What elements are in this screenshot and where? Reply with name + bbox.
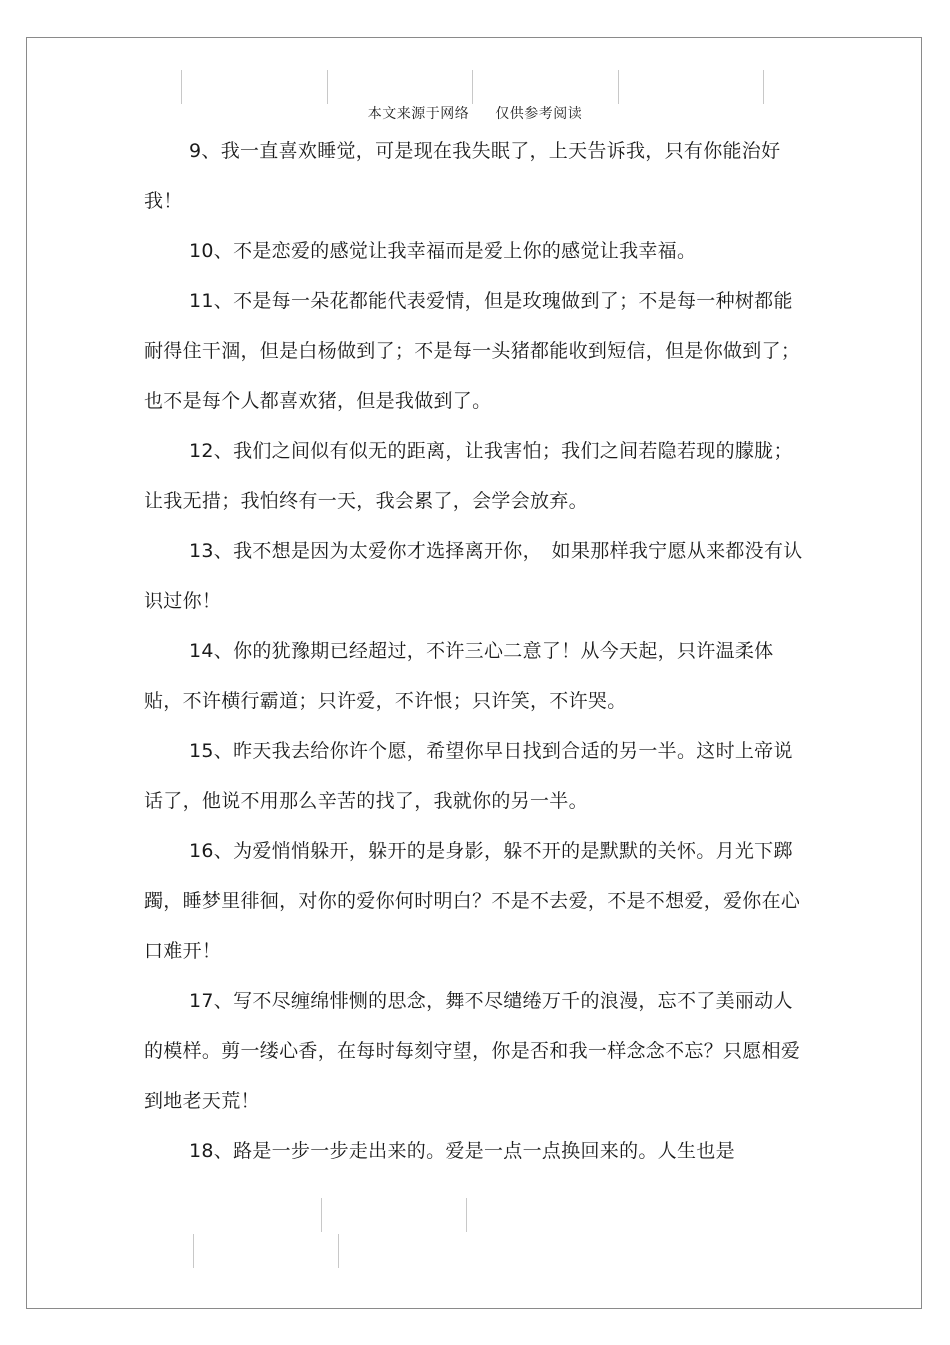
bottom-tick: [193, 1234, 194, 1268]
bottom-tick: [321, 1198, 322, 1232]
page-header: [0, 104, 950, 124]
header-note: 仅供参考阅读: [495, 106, 583, 122]
paragraph: 15、昨天我去给你许个愿，希望你早日找到合适的另一半。这时上帝说话了，他说不用那么辛苦的找了，我就你的另一半。: [144, 740, 793, 812]
paragraph: 9、我一直喜欢睡觉，可是现在我失眠了，上天告诉我，只有你能治好我！: [144, 140, 781, 212]
top-tick: [472, 70, 473, 104]
paragraph: 17、写不尽缠绵悱恻的思念，舞不尽缱绻万千的浪漫，忘不了美丽动人的模样。剪一缕心香，在每时每刻守望，你是否和我一样念念不忘？只愿相爱到地老天荒！: [144, 990, 801, 1112]
paragraph: 10、不是恋爱的感觉让我幸福而是爱上你的感觉让我幸福。: [189, 240, 697, 262]
paragraph: 13、我不想是因为太爱你才选择离开你， 如果那样我宁愿从来都没有认识过你！: [144, 540, 803, 612]
paragraph: 12、我们之间似有似无的距离，让我害怕；我们之间若隐若现的朦胧；让我无措；我怕终有一天，我会累了，会学会放弃。: [144, 440, 793, 512]
top-tick: [763, 70, 764, 104]
top-tick: [618, 70, 619, 104]
paragraph: 11、不是每一朵花都能代表爱情，但是玫瑰做到了；不是每一种树都能耐得住干涸，但是白杨做到了；不是每一头猪都能收到短信，但是你做到了；也不是每个人都喜欢猪，但是我做到了。: [144, 290, 801, 412]
bottom-tick: [466, 1198, 467, 1232]
paragraph: 16、为爱悄悄躲开，躲开的是身影，躲不开的是默默的关怀。月光下踯躅，睡梦里徘徊，对你的爱你何时明白？不是不去爱，不是不想爱，爱你在心口难开！: [144, 840, 801, 962]
top-tick: [181, 70, 182, 104]
header-source: 本文来源于网络: [367, 106, 470, 122]
paragraph: 18、路是一步一步走出来的。爱是一点一点换回来的。人生也是: [189, 1140, 735, 1162]
paragraph: 14、你的犹豫期已经超过，不许三心二意了！从今天起，只许温柔体贴，不许横行霸道；只许爱，不许恨；只许笑，不许哭。: [144, 640, 774, 712]
bottom-tick: [338, 1234, 339, 1268]
document-body: [144, 126, 804, 1176]
top-tick: [327, 70, 328, 104]
